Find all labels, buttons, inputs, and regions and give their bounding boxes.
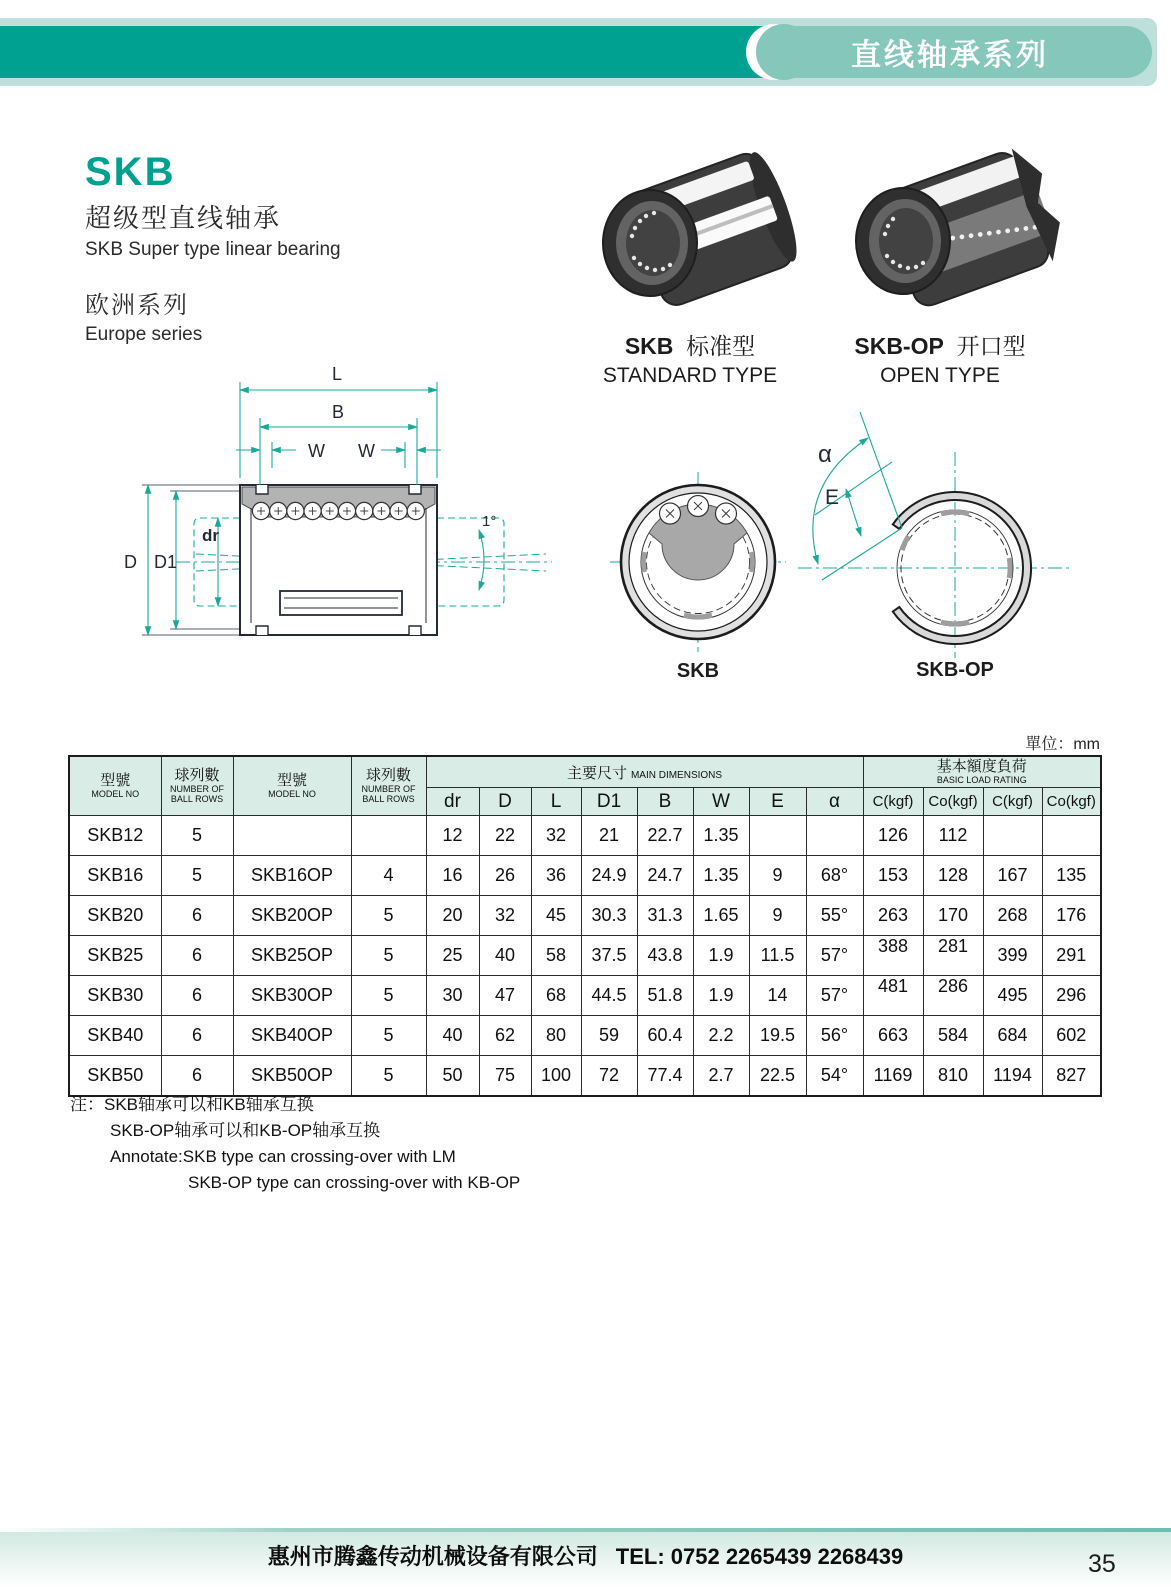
table-cell: 24.7 <box>637 856 693 896</box>
table-cell: 14 <box>749 976 806 1016</box>
table-cell: 68° <box>806 856 863 896</box>
table-cell: 112 <box>923 816 983 856</box>
table-cell: 45 <box>531 896 581 936</box>
table-cell: 1.65 <box>693 896 749 936</box>
skb-end-view-diagram <box>608 452 788 687</box>
table-cell: 21 <box>581 816 637 856</box>
header-D: D <box>479 788 531 816</box>
table-cell: 5 <box>161 856 233 896</box>
header-L: L <box>531 788 581 816</box>
header-ball-rows-2: 球列數 NUMBER OF BALL ROWS <box>351 756 426 816</box>
header-W: W <box>693 788 749 816</box>
header-model-2: 型號 MODEL NO <box>233 756 351 816</box>
table-cell: 6 <box>161 896 233 936</box>
dim-W <box>236 442 441 468</box>
table-cell: 4 <box>351 856 426 896</box>
table-cell <box>351 816 426 856</box>
table-cell: SKB12 <box>69 816 161 856</box>
table-cell: 5 <box>351 976 426 1016</box>
table-cell: 59 <box>581 1016 637 1056</box>
product-intro <box>85 152 341 346</box>
header-alpha: α <box>806 788 863 816</box>
table-cell: 19.5 <box>749 1016 806 1056</box>
table-cell: 22.7 <box>637 816 693 856</box>
table-cell: 57° <box>806 936 863 976</box>
footer-tel: TEL: 0752 2265439 2268439 <box>615 1544 904 1569</box>
table-cell: 40 <box>426 1016 479 1056</box>
table-cell: 291 <box>1042 936 1101 976</box>
table-cell: 12 <box>426 816 479 856</box>
table-cell: 36 <box>531 856 581 896</box>
skb-end-caption: SKB <box>676 660 720 682</box>
table-cell: 126 <box>863 816 923 856</box>
spec-table-body <box>69 816 1101 1097</box>
table-cell: SKB40OP <box>233 1016 351 1056</box>
header-pill <box>748 26 1152 78</box>
header-model-1: 型號 MODEL NO <box>69 756 161 816</box>
table-cell: SKB20OP <box>233 896 351 936</box>
dim-L <box>240 382 437 478</box>
table-cell: 263 <box>863 896 923 936</box>
table-cell: 602 <box>1042 1016 1101 1056</box>
table-cell <box>983 816 1042 856</box>
table-cell: 80 <box>531 1016 581 1056</box>
table-cell: 399 <box>983 936 1042 976</box>
table-row <box>69 856 1101 896</box>
header-crescent-decoration <box>756 24 812 80</box>
caption-open <box>825 328 1055 388</box>
header-basic-load: 基本額度負荷 BASIC LOAD RATING <box>863 756 1101 788</box>
angle-label: 1° <box>482 513 497 530</box>
table-cell: SKB30OP <box>233 976 351 1016</box>
table-cell: 1.35 <box>693 816 749 856</box>
page-number: 35 <box>1088 1550 1116 1578</box>
cross-section-diagram <box>110 358 560 668</box>
table-cell: 37.5 <box>581 936 637 976</box>
table-cell: 810 <box>923 1056 983 1097</box>
table-header-row-1 <box>69 756 1101 788</box>
table-cell: 6 <box>161 1016 233 1056</box>
table-cell: SKB25OP <box>233 936 351 976</box>
photo-open-bearing <box>845 138 1060 323</box>
table-cell: SKB25 <box>69 936 161 976</box>
table-cell: 55° <box>806 896 863 936</box>
caption-open-model: SKB-OP <box>854 333 944 359</box>
table-cell: 684 <box>983 1016 1042 1056</box>
table-cell: 54° <box>806 1056 863 1097</box>
dim-dr-label: dr <box>202 526 219 545</box>
product-subtitle-cn: 超级型直线轴承 <box>85 203 282 233</box>
table-cell: 9 <box>749 896 806 936</box>
photo-standard-bearing <box>588 140 798 325</box>
table-cell: SKB16 <box>69 856 161 896</box>
table-cell: 388 <box>863 936 923 976</box>
table-cell: 57° <box>806 976 863 1016</box>
product-series-en: Europe series <box>85 324 203 345</box>
table-cell: 663 <box>863 1016 923 1056</box>
caption-standard-model: SKB <box>624 333 674 359</box>
table-cell: 2.2 <box>693 1016 749 1056</box>
table-cell: 481 <box>863 976 923 1016</box>
table-cell: 128 <box>923 856 983 896</box>
product-brand: SKB <box>85 150 176 194</box>
dim-L-label: L <box>332 364 343 384</box>
table-cell: SKB50 <box>69 1056 161 1097</box>
table-cell: SKB16OP <box>233 856 351 896</box>
table-cell: 9 <box>749 856 806 896</box>
angle-arc <box>479 530 484 590</box>
caption-standard-en: STANDARD TYPE <box>602 364 778 387</box>
product-series-cn: 欧洲系列 <box>85 292 189 319</box>
header-D1: D1 <box>581 788 637 816</box>
table-cell: 24.9 <box>581 856 637 896</box>
table-cell: 5 <box>351 1056 426 1097</box>
header-ball-rows-1: 球列數 NUMBER OF BALL ROWS <box>161 756 233 816</box>
table-cell <box>233 816 351 856</box>
table-cell: 62 <box>479 1016 531 1056</box>
table-cell <box>1042 816 1101 856</box>
header-E: E <box>749 788 806 816</box>
table-cell: 43.8 <box>637 936 693 976</box>
note-line: Annotate:SKB type can crossing-over with LM <box>110 1147 456 1166</box>
table-cell: 50 <box>426 1056 479 1097</box>
dim-D1-label: D1 <box>154 552 178 572</box>
table-cell: 5 <box>351 896 426 936</box>
product-subtitle-en: SKB Super type linear bearing <box>85 239 341 260</box>
caption-standard <box>575 328 805 388</box>
header-C1: C(kgf) <box>863 788 923 816</box>
table-row <box>69 1056 1101 1097</box>
table-cell: 11.5 <box>749 936 806 976</box>
table-cell: 170 <box>923 896 983 936</box>
table-cell: 25 <box>426 936 479 976</box>
table-cell: 268 <box>983 896 1042 936</box>
table-cell: 6 <box>161 1056 233 1097</box>
page-title: 直线轴承系列 <box>851 39 1049 72</box>
table-cell: 2.7 <box>693 1056 749 1097</box>
table-cell: 5 <box>161 816 233 856</box>
table-cell: 495 <box>983 976 1042 1016</box>
header-Co1: Co(kgf) <box>923 788 983 816</box>
caption-open-en: OPEN TYPE <box>880 364 1000 387</box>
header-C2: C(kgf) <box>983 788 1042 816</box>
footer-company: 惠州市腾鑫传动机械设备有限公司 <box>267 1544 598 1569</box>
table-cell: 5 <box>351 936 426 976</box>
dim-alpha-label: α <box>818 441 832 468</box>
table-cell: 6 <box>161 976 233 1016</box>
table-cell: 77.4 <box>637 1056 693 1097</box>
table-cell: 135 <box>1042 856 1101 896</box>
footer-text <box>0 1540 1171 1571</box>
table-row <box>69 936 1101 976</box>
table-cell: 26 <box>479 856 531 896</box>
table-cell: 296 <box>1042 976 1101 1016</box>
table-cell: 1.9 <box>693 936 749 976</box>
table-cell: 153 <box>863 856 923 896</box>
table-cell <box>806 816 863 856</box>
table-cell <box>749 816 806 856</box>
dim-W-right-label: W <box>358 441 375 461</box>
dim-B <box>260 418 417 485</box>
skbop-end-view-diagram <box>780 390 1080 685</box>
table-row <box>69 976 1101 1016</box>
table-cell: 40 <box>479 936 531 976</box>
table-cell: SKB40 <box>69 1016 161 1056</box>
table-cell: 6 <box>161 936 233 976</box>
dim-E-label: E <box>825 486 840 509</box>
table-cell: 1169 <box>863 1056 923 1097</box>
table-cell: 100 <box>531 1056 581 1097</box>
table-cell: 1.9 <box>693 976 749 1016</box>
table-cell: SKB20 <box>69 896 161 936</box>
header-Co2: Co(kgf) <box>1042 788 1101 816</box>
table-cell: 72 <box>581 1056 637 1097</box>
dim-W-left-label: W <box>308 441 325 461</box>
notes-block <box>70 1092 520 1196</box>
table-cell: 31.3 <box>637 896 693 936</box>
table-cell: 60.4 <box>637 1016 693 1056</box>
table-cell: 584 <box>923 1016 983 1056</box>
spec-table <box>68 755 1102 1097</box>
table-row <box>69 816 1101 856</box>
table-cell: 827 <box>1042 1056 1101 1097</box>
table-cell: 5 <box>351 1016 426 1056</box>
table-cell: 32 <box>531 816 581 856</box>
table-cell: 22.5 <box>749 1056 806 1097</box>
table-cell: 22 <box>479 816 531 856</box>
table-cell: 68 <box>531 976 581 1016</box>
table-cell: 1194 <box>983 1056 1042 1097</box>
table-cell: 281 <box>923 936 983 976</box>
table-cell: 58 <box>531 936 581 976</box>
table-cell: 1.35 <box>693 856 749 896</box>
header-main-dimensions: 主要尺寸 MAIN DIMENSIONS <box>426 756 863 788</box>
dim-B-label: B <box>332 402 345 422</box>
skbop-end-caption: SKB-OP <box>916 659 994 681</box>
table-cell: 167 <box>983 856 1042 896</box>
table-cell: SKB50OP <box>233 1056 351 1097</box>
table-cell: 30 <box>426 976 479 1016</box>
note-line: SKB-OP type can crossing-over with KB-OP <box>188 1173 521 1192</box>
table-cell: 20 <box>426 896 479 936</box>
table-cell: 44.5 <box>581 976 637 1016</box>
header-B: B <box>637 788 693 816</box>
table-row <box>69 896 1101 936</box>
header-bar <box>0 18 1157 86</box>
table-cell: 56° <box>806 1016 863 1056</box>
header-bar-dark-segment <box>0 26 790 78</box>
unit-label: 單位：mm <box>1025 736 1100 753</box>
table-cell: 286 <box>923 976 983 1016</box>
note-line: 注：SKB轴承可以和KB轴承互换 <box>70 1095 314 1114</box>
caption-open-cn: 开口型 <box>956 333 1026 359</box>
caption-standard-cn: 标准型 <box>686 333 756 359</box>
dim-D-label: D <box>124 552 137 572</box>
table-cell: 176 <box>1042 896 1101 936</box>
table-cell: 47 <box>479 976 531 1016</box>
table-cell: 32 <box>479 896 531 936</box>
table-cell: SKB30 <box>69 976 161 1016</box>
table-cell: 16 <box>426 856 479 896</box>
table-row <box>69 1016 1101 1056</box>
table-cell: 75 <box>479 1056 531 1097</box>
header-dr: dr <box>426 788 479 816</box>
table-cell: 30.3 <box>581 896 637 936</box>
note-line: SKB-OP轴承可以和KB-OP轴承互换 <box>110 1121 381 1140</box>
table-cell: 51.8 <box>637 976 693 1016</box>
